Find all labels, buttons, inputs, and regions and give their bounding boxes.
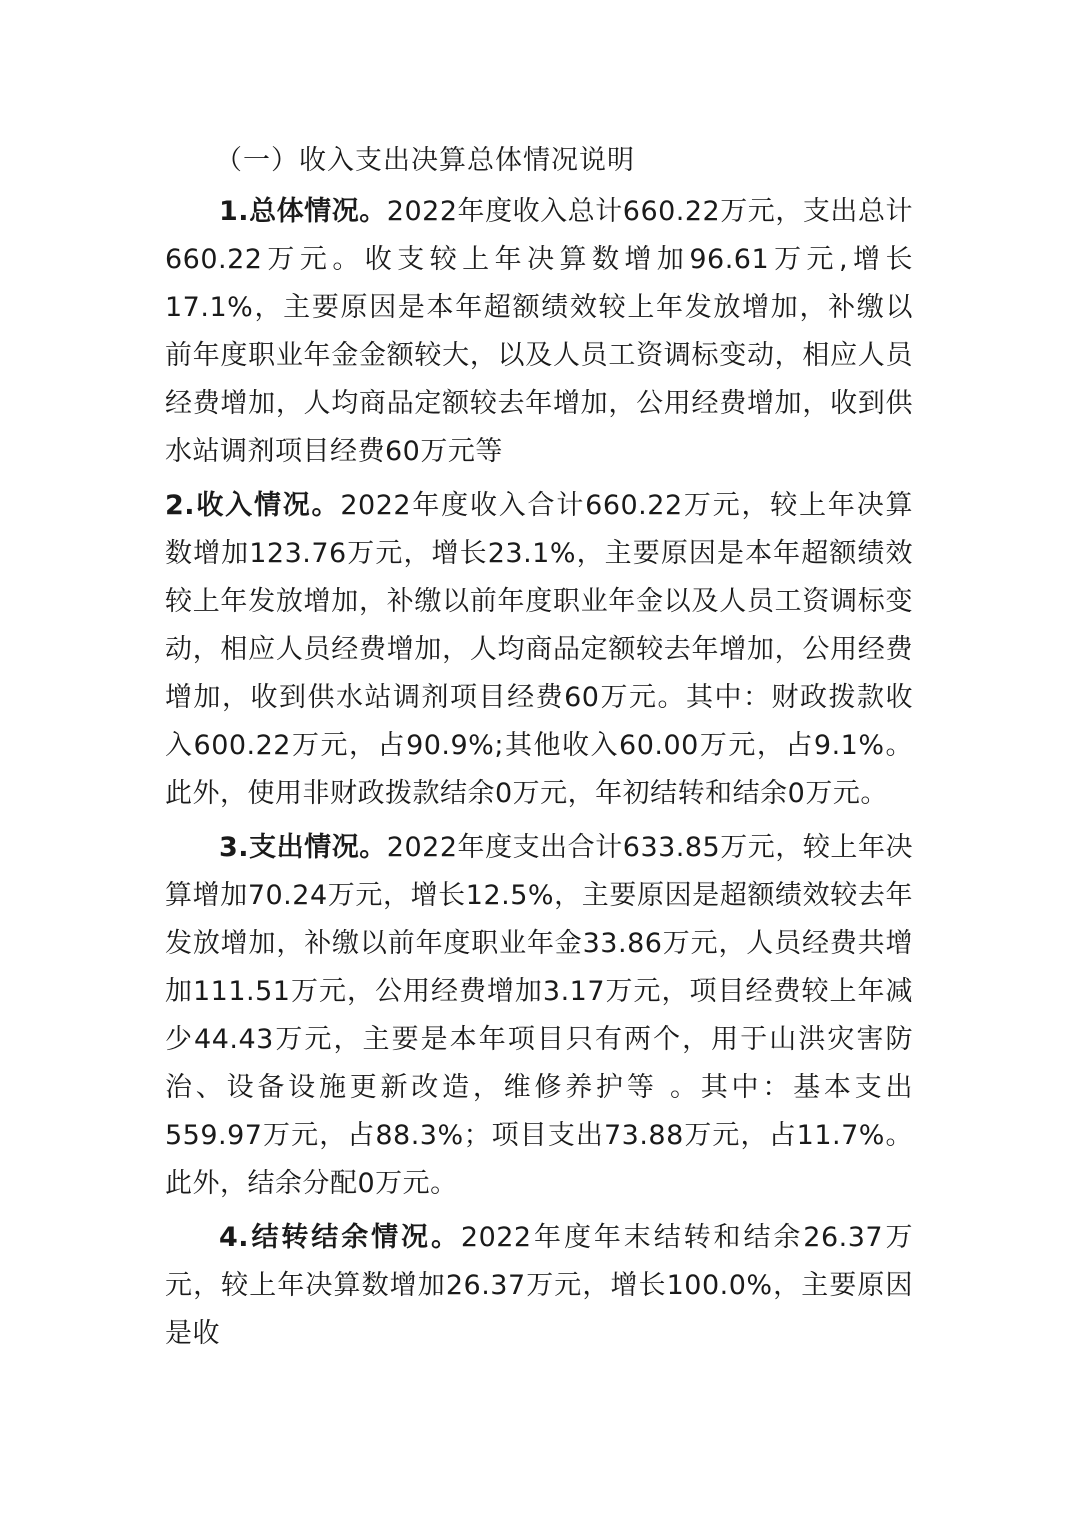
- paragraph-body: 2022年度支出合计633.85万元，较上年决算增加70.24万元，增长12.5%，主要原因是超额绩效较去年发放增加，补缴以前年度职业年金33.86万元，人员经费共增加111.51万元，公用经费增加3.17万元，项目经费较上年减少44.43万元，主要是本年项目只有两个，用于山洪灾害防治、设备设施更新改造，维修养护等 。其中：基本支出559.97万元，占88.3%；项目支出73.88万元，占11.7%。此外，结余分配0万元。: [165, 832, 914, 1199]
- section-heading: （一）收入支出决算总体情况说明: [215, 145, 635, 176]
- document-page: [165, 136, 913, 1364]
- paragraph-expenditure: [165, 824, 913, 1208]
- paragraph-lead: 2.收入情况。: [165, 490, 341, 521]
- paragraph-income: [165, 482, 913, 818]
- paragraph-body: 2022年度收入总计660.22万元，支出总计660.22万元。收支较上年决算数增加96.61万元,增长17.1%，主要原因是本年超额绩效较上年发放增加，补缴以前年度职业年金金额较大，以及人员工资调标变动，相应人员经费增加，人均商品定额较去年增加，公用经费增加，收到供水站调剂项目经费60万元等: [165, 196, 914, 467]
- paragraph-lead: 4.结转结余情况。: [219, 1222, 461, 1253]
- paragraph-body: 2022年度收入合计660.22万元，较上年决算数增加123.76万元，增长23.1%，主要原因是本年超额绩效较上年发放增加，补缴以前年度职业年金以及人员工资调标变动，相应人员经费增加，人均商品定额较去年增加，公用经费增加，收到供水站调剂项目经费60万元。其中：财政拨款收入600.22万元，占90.9%;其他收入60.00万元，占9.1%。此外，使用非财政拨款结余0万元，年初结转和结余0万元。: [165, 490, 914, 809]
- paragraph-balance: [165, 1214, 913, 1358]
- paragraph-lead: 3.支出情况。: [219, 832, 387, 863]
- paragraph-lead: 1.总体情况。: [219, 196, 387, 227]
- paragraph-overall: [165, 188, 913, 476]
- paragraph-body: 2022年度年末结转和结余26.37万元，较上年决算数增加26.37万元，增长100.0%，主要原因是收: [165, 1222, 913, 1349]
